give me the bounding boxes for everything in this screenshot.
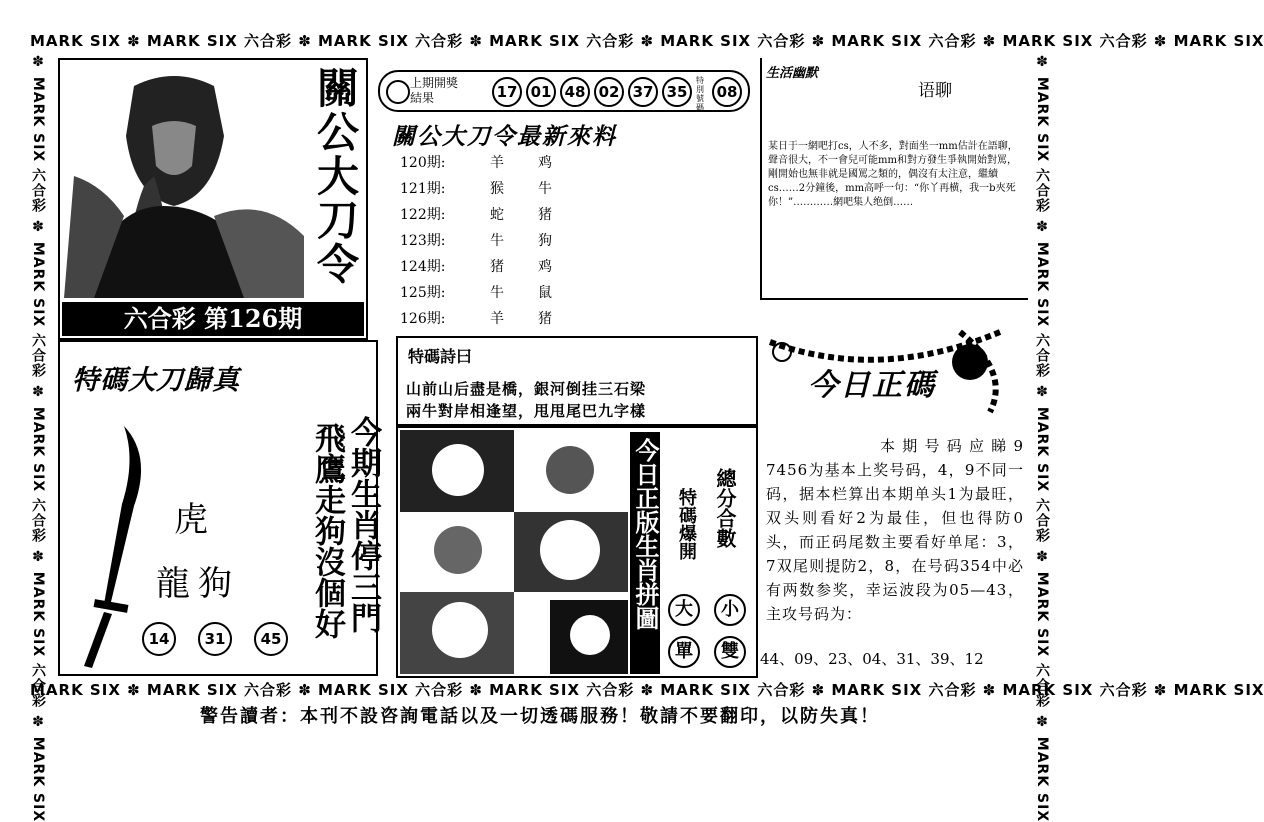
sword-title: 特碼大刀歸真 [72,365,240,396]
bottom-banner: MARK SIX ✽ MARK SIX 六合彩 ✽ MARK SIX 六合彩 ✽ MARK SIX 六合彩 ✽ MARK SIX 六合彩 ✽ MARK SIX 六合彩 ✽ MARK SIX 六合彩 ✽ MARK SIX [30,681,1264,699]
animal-1: 虎 [174,500,208,540]
humor-body: 某日于一網吧打cs，人不多，對面坐一mm估計在語聊，聲音很大，不一會兒可能mm和對方發生爭執開始對罵，剛開始也無非就是國罵之類的，偶沒有太注意，繼續cs……2分鐘後，mm高呼一句：“你丫再横，我一b夾死你！”…………網吧集人绝倒…… [768,141,1018,208]
guan-gong-panel [58,58,368,340]
poem-line-1: 山前山后盡是橋，銀河倒挂三石梁 [406,380,647,398]
sword-column-1: 飛鷹走狗沒個好 [309,422,345,639]
footer-warning: 警告讀者：本刊不設咨詢電話以及一切透碼服務！敬請不要翻印，以防失真！ [200,706,880,727]
period-label: 126期: [400,311,446,327]
pick-ball: 31 [198,622,232,656]
puzzle-label: 今日正版生肖拼圖 [631,438,660,630]
zodiac-a: 羊 [490,311,504,327]
guan-gong-title: 關公大刀令 [311,66,360,286]
today-body: 本期号码应睇9 7456为基本上奖号码，4，9不同一码，据本栏算出本期单头1为最旺，双头则看好2为最佳，但也得防0头，而正码尾数主要看好单尾：3，7双尾则提防2，8，在号码354中必有两数参奖，幸运波段为05—43，主攻号码为： [766,437,1024,623]
zodiac-puzzle-image [400,430,628,674]
today-numbers: 44、09、23、04、31、39、12 [760,650,984,668]
animal-2: 龍狗 [156,564,240,604]
even-option: 雙 [714,636,746,668]
period-label: 123期: [400,233,446,249]
zodiac-b: 鸡 [538,155,552,171]
latest-title: 關公大刀令最新來料 [392,123,617,150]
results-label: 上期開獎結果 [410,76,459,105]
zodiac-a: 羊 [490,155,504,171]
period-label: 125期: [400,285,446,301]
guan-gong-figure-illustration [64,66,308,298]
period-label: 120期: [400,155,446,171]
sword-column-2: 今期生肖停三門 [345,416,381,633]
special-label: 特別號碼 [696,76,704,112]
right-banner: ✽ MARK SIX 六合彩 ✽ MARK SIX 六合彩 ✽ MARK SIX 六合彩 ✽ MARK SIX 六合彩 ✽ MARK SIX [1034,54,1050,822]
zodiac-a: 牛 [490,233,504,249]
poem-panel [396,336,758,426]
result-ball: 48 [560,77,590,107]
period-label: 121期: [400,181,446,197]
top-banner: MARK SIX ✽ MARK SIX 六合彩 ✽ MARK SIX 六合彩 ✽ MARK SIX 六合彩 ✽ MARK SIX 六合彩 ✽ MARK SIX 六合彩 ✽ MARK SIX 六合彩 ✽ MARK SIX [30,32,1264,50]
poem-title: 特碼詩曰 [408,347,473,366]
sword-panel [58,340,381,676]
special-ball: 08 [712,77,742,107]
zodiac-b: 狗 [538,233,552,249]
result-ball: 17 [492,77,522,107]
sum-label: 總分合數 [713,468,737,548]
zodiac-b: 猪 [538,311,552,327]
issue-label: 六合彩 第126期 [62,302,364,336]
odd-option: 單 [668,636,700,668]
result-ball: 35 [662,77,692,107]
result-ball: 02 [594,77,624,107]
zodiac-a: 蛇 [490,207,504,223]
zodiac-a: 猪 [490,259,504,275]
period-label: 124期: [400,259,446,275]
zodiac-a: 牛 [490,285,504,301]
zodiac-b: 猪 [538,207,552,223]
pick-ball: 14 [142,622,176,656]
puzzle-panel [396,426,758,678]
zodiac-a: 猴 [490,181,504,197]
results-bar [378,70,750,112]
poem-line-2: 兩牛對岸相逢望，甩甩尾巴九字樣 [406,402,647,420]
puzzle-label-bar [630,432,660,674]
badge-icon [386,80,410,104]
small-option: 小 [714,594,746,626]
period-label: 122期: [400,207,446,223]
big-option: 大 [668,594,700,626]
zodiac-b: 鼠 [538,285,552,301]
today-panel [760,322,1028,676]
result-ball: 37 [628,77,658,107]
left-banner: ✽ MARK SIX 六合彩 ✽ MARK SIX 六合彩 ✽ MARK SIX 六合彩 ✽ MARK SIX 六合彩 ✽ MARK SIX [30,54,46,822]
zodiac-b: 牛 [538,181,552,197]
pick-ball: 45 [254,622,288,656]
humor-title: 语聊 [918,81,952,101]
humor-panel [760,58,1028,300]
humor-heading: 生活幽默 [766,66,819,81]
zodiac-b: 鸡 [538,259,552,275]
today-title: 今日正碼 [808,368,936,403]
result-ball: 01 [526,77,556,107]
burst-label: 特碼爆開 [676,488,697,560]
